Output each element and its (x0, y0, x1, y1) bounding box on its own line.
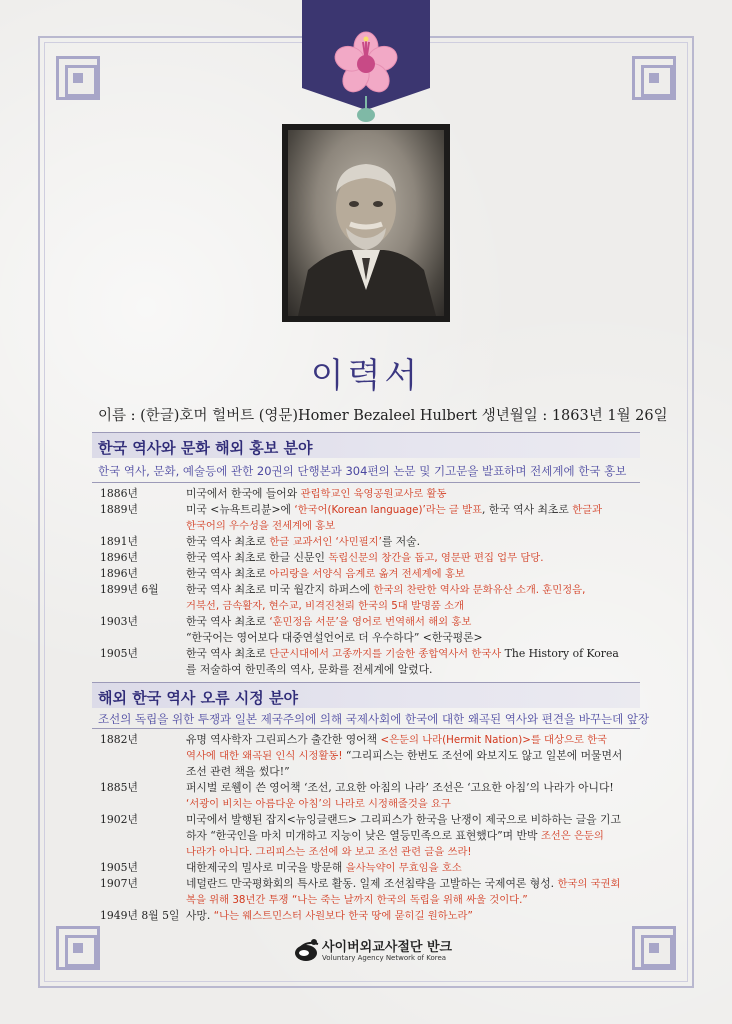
timeline-year: 1885년 (100, 781, 138, 794)
body-text: 퍼시벌 로웰이 쓴 영어책 ‘조선, 고요한 아침의 나라’ 조선은 ‘고요한 아침’의 나라가 아니다! (186, 781, 614, 794)
highlight-text: 단군시대에서 고종까지를 기술한 종합역사서 한국사 (269, 648, 502, 660)
timeline-year: 1896년 (100, 567, 138, 580)
timeline-year: 1889년 (100, 503, 138, 516)
timeline-text (186, 908, 645, 924)
highlight-text: <은둔의 나라(Hermit Nation)>를 대상으로 한국 (380, 734, 608, 746)
timeline-entry (100, 732, 645, 780)
timeline-line (186, 892, 645, 908)
highlight-text: ‘서광이 비치는 아름다운 아침’의 나라로 시정해줄것을 요구 (186, 798, 451, 810)
timeline-line (186, 630, 645, 646)
timeline-line (186, 764, 645, 780)
timeline-line (186, 646, 645, 662)
timeline-year: 1949년 8월 5일 (100, 909, 180, 922)
timeline-year: 1896년 (100, 551, 138, 564)
timeline-line (186, 486, 645, 502)
timeline-text (186, 502, 645, 534)
timeline-line (186, 908, 645, 924)
body-text: 미국에서 한국에 들어와 (186, 487, 301, 500)
timeline-entry (100, 646, 645, 678)
highlight-text: 역사에 대한 왜곡된 인식 시정활동! (186, 750, 343, 762)
section-heading-correction: 해외 한국 역사 오류 시정 분야 (92, 682, 640, 708)
timeline-year: 1891년 (100, 535, 138, 548)
timeline-text (186, 534, 645, 550)
timeline-line (186, 598, 645, 614)
body-text: 유명 역사학자 그린피스가 출간한 영어책 (186, 733, 381, 746)
timeline-entry (100, 534, 645, 550)
timeline-text (186, 780, 645, 812)
body-text: 하자 “한국인을 마치 미개하고 지능이 낮은 열등민족으로 표현했다”며 반박 (186, 829, 541, 842)
body-text: 를 저술하여 한민족의 역사, 문화를 전세계에 알렸다. (186, 663, 433, 676)
timeline-text (186, 614, 645, 646)
timeline-line (186, 534, 645, 550)
timeline-line (186, 582, 645, 598)
highlight-text: 한국어의 우수성을 전세계에 홍보 (186, 520, 336, 532)
body-text: 네덜란드 만국평화회의 특사로 활동. 일제 조선침략을 고발하는 국제여론 형성. (186, 877, 558, 890)
timeline-line (186, 732, 645, 748)
page-title: 이력서 (310, 356, 422, 396)
body-text: “한국어는 영어보다 대중연설언어로 더 우수하다” <한국평론> (186, 631, 483, 644)
body-text: 사망. (186, 909, 214, 922)
timeline-year: 1905년 (100, 647, 138, 660)
body-text: 한국 역사 최초로 미국 월간지 하퍼스에 (186, 583, 374, 596)
body-text: “그리피스는 한번도 조선에 와보지도 않고 일본에 머물면서 (342, 749, 623, 762)
timeline-line (186, 796, 645, 812)
portrait-frame (282, 124, 450, 322)
timeline-entry (100, 780, 645, 812)
timeline-year: 1886년 (100, 487, 138, 500)
vank-logo-icon (292, 936, 322, 966)
timeline-text (186, 860, 645, 876)
section-divider (92, 728, 640, 729)
timeline-year: 1907년 (100, 877, 138, 890)
footer-org (292, 934, 452, 968)
highlight-text: 아리랑을 서양식 음계로 옮겨 전세계에 홍보 (269, 568, 465, 580)
body-text: The History of Korea (501, 647, 619, 660)
knot-corner-icon (632, 926, 676, 970)
timeline-text (186, 566, 645, 582)
highlight-text: 한글과 (572, 504, 603, 516)
timeline-entry (100, 582, 645, 614)
highlight-text: 복을 위해 38년간 투쟁 (186, 894, 289, 906)
timeline-line (186, 812, 645, 828)
body-text: 조선 관련 책을 썼다!” (186, 765, 290, 778)
timeline-line (186, 748, 645, 764)
timeline-line (186, 876, 645, 892)
timeline-text (186, 486, 645, 502)
highlight-text: “나는 웨스트민스터 사원보다 한국 땅에 묻히길 원하노라” (213, 910, 473, 922)
knot-corner-icon (56, 926, 100, 970)
highlight-text: 한국의 국권회 (557, 878, 621, 890)
portrait-photo (288, 130, 444, 316)
section-description-culture: 한국 역사, 문화, 예술등에 관한 20권의 단행본과 304편의 논문 및 기고문을 발표하며 전세계에 한국 홍보 (98, 464, 627, 478)
body-text: , 한국 역사 최초로 (482, 503, 573, 516)
timeline-entry (100, 812, 645, 860)
flower-emblem-icon (318, 22, 414, 118)
timeline-line (186, 844, 645, 860)
timeline-year: 1882년 (100, 733, 138, 746)
body-text: 미국에서 발행된 잡지<뉴잉글랜드> 그리피스가 한국을 난쟁이 제국으로 비하하는 글을 기고 (186, 813, 621, 826)
highlight-text: 관립학교인 육영공원교사로 활동 (300, 488, 447, 500)
body-text: 한국 역사 최초로 (186, 615, 270, 628)
highlight-text: 한글 교과서인 ‘사민필지’ (269, 536, 382, 548)
timeline-text (186, 876, 645, 908)
timeline-line (186, 518, 645, 534)
body-text: 를 저술. (381, 535, 421, 548)
section-description-correction: 조선의 독립을 위한 투쟁과 일본 제국주의에 의해 국제사회에 한국에 대한 왜곡된 역사와 편견을 바꾸는데 앞장 (98, 712, 650, 726)
footer-org-english: Voluntary Agency Network of Korea (322, 954, 447, 962)
timeline-text (186, 550, 645, 566)
timeline-line (186, 828, 645, 844)
timeline-entry (100, 502, 645, 534)
timeline-entry (100, 908, 645, 924)
body-text: 한국 역사 최초로 (186, 647, 270, 660)
timeline-culture (100, 486, 645, 678)
section-divider (92, 482, 640, 483)
timeline-correction (100, 732, 645, 924)
timeline-entry (100, 860, 645, 876)
body-text: 미국 <뉴욕트리뷴>에 (186, 503, 295, 516)
timeline-entry (100, 876, 645, 908)
footer-org-korean: 사이버외교사절단 반크 (322, 940, 453, 955)
timeline-entry (100, 614, 645, 646)
knot-corner-icon (56, 56, 100, 100)
highlight-text: ‘한국어(Korean language)’라는 글 발표 (294, 504, 483, 516)
body-text: 한국 역사 최초로 (186, 567, 270, 580)
section-heading-culture: 한국 역사와 문화 해외 홍보 분야 (92, 432, 640, 458)
timeline-line (186, 502, 645, 518)
knot-corner-icon (632, 56, 676, 100)
highlight-text: “나는 죽는 날까지 한국의 독립을 위해 싸울 것이다.” (291, 894, 528, 906)
timeline-line (186, 662, 645, 678)
timeline-year: 1902년 (100, 813, 138, 826)
timeline-text (186, 582, 645, 614)
timeline-text (186, 646, 645, 678)
timeline-year: 1899년 6월 (100, 583, 159, 596)
name-birth-line: 이름 : (한글)호머 헐버트 (영문)Homer Bezaleel Hulbert 생년월일 : 1863년 1월 26일 (98, 408, 668, 424)
timeline-text (186, 732, 645, 780)
highlight-text: 을사늑약이 무효임을 호소 (345, 862, 462, 874)
highlight-text: 독립신문의 창간을 돕고, 영문판 편집 업무 담당. (328, 552, 544, 564)
highlight-text: 조선은 은둔의 (540, 830, 604, 842)
timeline-line (186, 860, 645, 876)
highlight-text: ‘훈민정음 서문’을 영어로 번역해서 해외 홍보 (269, 616, 472, 628)
timeline-entry (100, 566, 645, 582)
timeline-line (186, 780, 645, 796)
jade-bead (357, 108, 375, 122)
timeline-line (186, 550, 645, 566)
timeline-year: 1903년 (100, 615, 138, 628)
highlight-text: 나라가 아니다. 그리피스는 조선에 와 보고 조선 관련 글을 쓰라! (186, 846, 472, 858)
body-text: 한국 역사 최초로 한글 신문인 (186, 551, 329, 564)
timeline-line (186, 614, 645, 630)
highlight-text: 거북선, 금속활자, 현수교, 비격진천뢰 한국의 5대 발명품 소개 (186, 600, 465, 612)
timeline-text (186, 812, 645, 860)
timeline-line (186, 566, 645, 582)
timeline-entry (100, 486, 645, 502)
highlight-text: 한국의 찬란한 역사와 문화유산 소개. 훈민정음, (373, 584, 586, 596)
timeline-year: 1905년 (100, 861, 138, 874)
timeline-entry (100, 550, 645, 566)
body-text: 한국 역사 최초로 (186, 535, 270, 548)
body-text: 대한제국의 밀사로 미국을 방문해 (186, 861, 346, 874)
